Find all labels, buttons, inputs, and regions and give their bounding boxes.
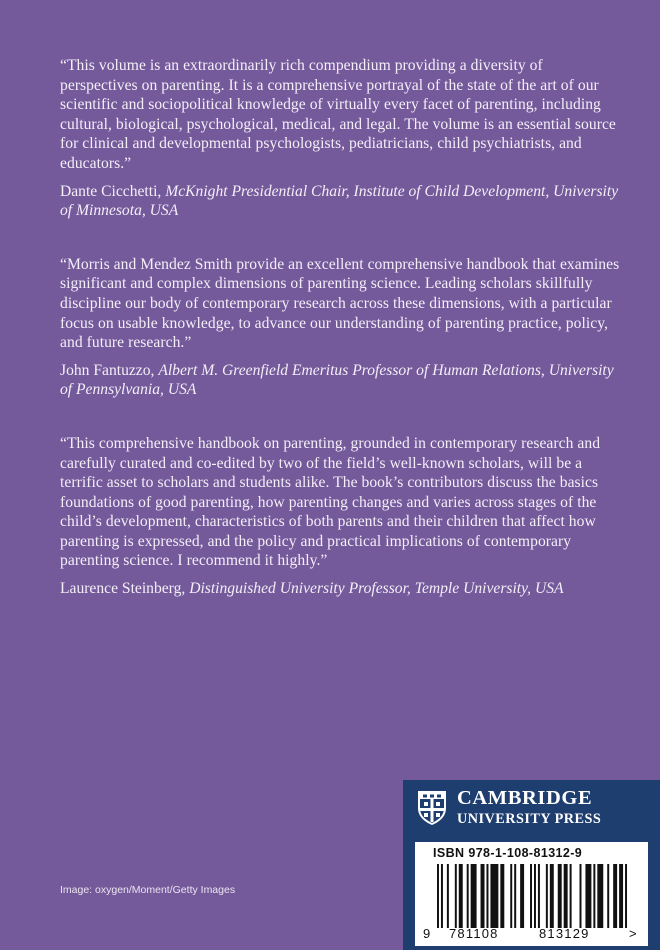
barcode-bar <box>481 864 485 928</box>
barcode-bar <box>500 864 504 928</box>
barcode-bar <box>486 864 488 928</box>
barcode-quiet-mark: > <box>629 926 638 941</box>
isbn-barcode <box>415 842 648 946</box>
endorser-title: Distinguished University Professor, Temple University, USA <box>189 580 564 598</box>
barcode-bar <box>459 864 463 928</box>
endorsement-3 <box>60 434 620 599</box>
endorsements <box>60 56 620 633</box>
barcode-bar <box>550 864 554 928</box>
barcode-bar <box>510 864 512 928</box>
barcode-bar <box>546 864 548 928</box>
barcode-bar <box>619 864 623 928</box>
endorser-name: Laurence Steinberg, <box>60 580 186 598</box>
barcode-bar <box>467 864 469 928</box>
endorsement-quote: “This comprehensive handbook on parenting, grounded in contemporary research and carefully curated and co-edited by two of the field’s well-known scholars, will be a terrific asset to scholars and students alike. The book’s contributors discuss the basics foundations of good parenting, how parenting changes and varies across stages of the child’s development, characteristics of both parents and their children that affect how parenting is expressed, and the policy and practical implications of contemporary parenting science. I recommend it highly.” <box>60 434 601 570</box>
cambridge-shield-icon <box>417 790 447 826</box>
barcode-bars <box>437 864 629 928</box>
barcode-bar <box>534 864 536 928</box>
endorser-name: Dante Cicchetti, <box>60 182 162 200</box>
barcode-bar <box>585 864 591 928</box>
isbn-label: ISBN 978-1-108-81312-9 <box>433 846 583 860</box>
barcode-bar <box>530 864 532 928</box>
barcode-bar <box>625 864 627 928</box>
barcode-bar <box>437 864 439 928</box>
endorsement-attribution <box>60 182 620 221</box>
publisher-logo <box>417 788 601 826</box>
endorsement-2 <box>60 255 620 400</box>
barcode-bar <box>520 864 524 928</box>
publisher-name <box>457 788 601 826</box>
endorsement-attribution <box>60 361 620 400</box>
image-credit: Image: oxygen/Moment/Getty Images <box>60 884 236 896</box>
barcode-bar <box>570 864 572 928</box>
publisher-panel <box>403 780 660 950</box>
publisher-name-line1: CAMBRIDGE <box>457 787 593 809</box>
barcode-digits-right: 813129 <box>539 926 590 941</box>
barcode-bar <box>607 864 609 928</box>
barcode-bar <box>447 864 449 928</box>
barcode-bar <box>593 864 595 928</box>
barcode-bar <box>455 864 457 928</box>
barcode-bar <box>597 864 603 928</box>
barcode-bar <box>471 864 477 928</box>
endorsement-quote: “This volume is an extraordinarily rich compendium providing a diversity of perspectives on parenting. It is a comprehensive portrayal of the state of the art of our scientific and sociopolitical knowledge of virtually every facet of parenting, including cultural, biological, psychological, medical, and legal. The volume is an essential source for clinical and developmental psychologists, pediatricians, child psychiatrists, and educators.” <box>60 57 616 172</box>
endorsement-1 <box>60 56 620 221</box>
endorser-name: John Fantuzzo, <box>60 361 155 379</box>
barcode-bar <box>558 864 562 928</box>
barcode-bar <box>580 864 582 928</box>
barcode-digit-first: 9 <box>423 926 432 941</box>
endorser-title: Albert M. Greenfield Emeritus Professor of Human Relations, University of Pennsylvania, USA <box>60 361 614 399</box>
endorser-title: McKnight Presidential Chair, Institute of Child Development, University of Minnesota, USA <box>60 182 619 220</box>
endorsement-quote: “Morris and Mendez Smith provide an excellent comprehensive handbook that examines significant and complex dimensions of parenting science. Leading scholars skillfully discipline our body of contemporary research across these dimensions, with a particular focus on usable knowledge, to advance our understanding of parenting practice, policy, and future research.” <box>60 255 620 352</box>
barcode-bar <box>564 864 568 928</box>
barcode-bar <box>441 864 443 928</box>
barcode-digits-left: 781108 <box>449 926 499 941</box>
barcode-bar <box>490 864 498 928</box>
barcode-bar <box>514 864 516 928</box>
barcode-bar <box>538 864 540 928</box>
endorsement-attribution <box>60 579 620 599</box>
barcode-bar <box>613 864 617 928</box>
publisher-name-line2: UNIVERSITY PRESS <box>457 810 602 827</box>
